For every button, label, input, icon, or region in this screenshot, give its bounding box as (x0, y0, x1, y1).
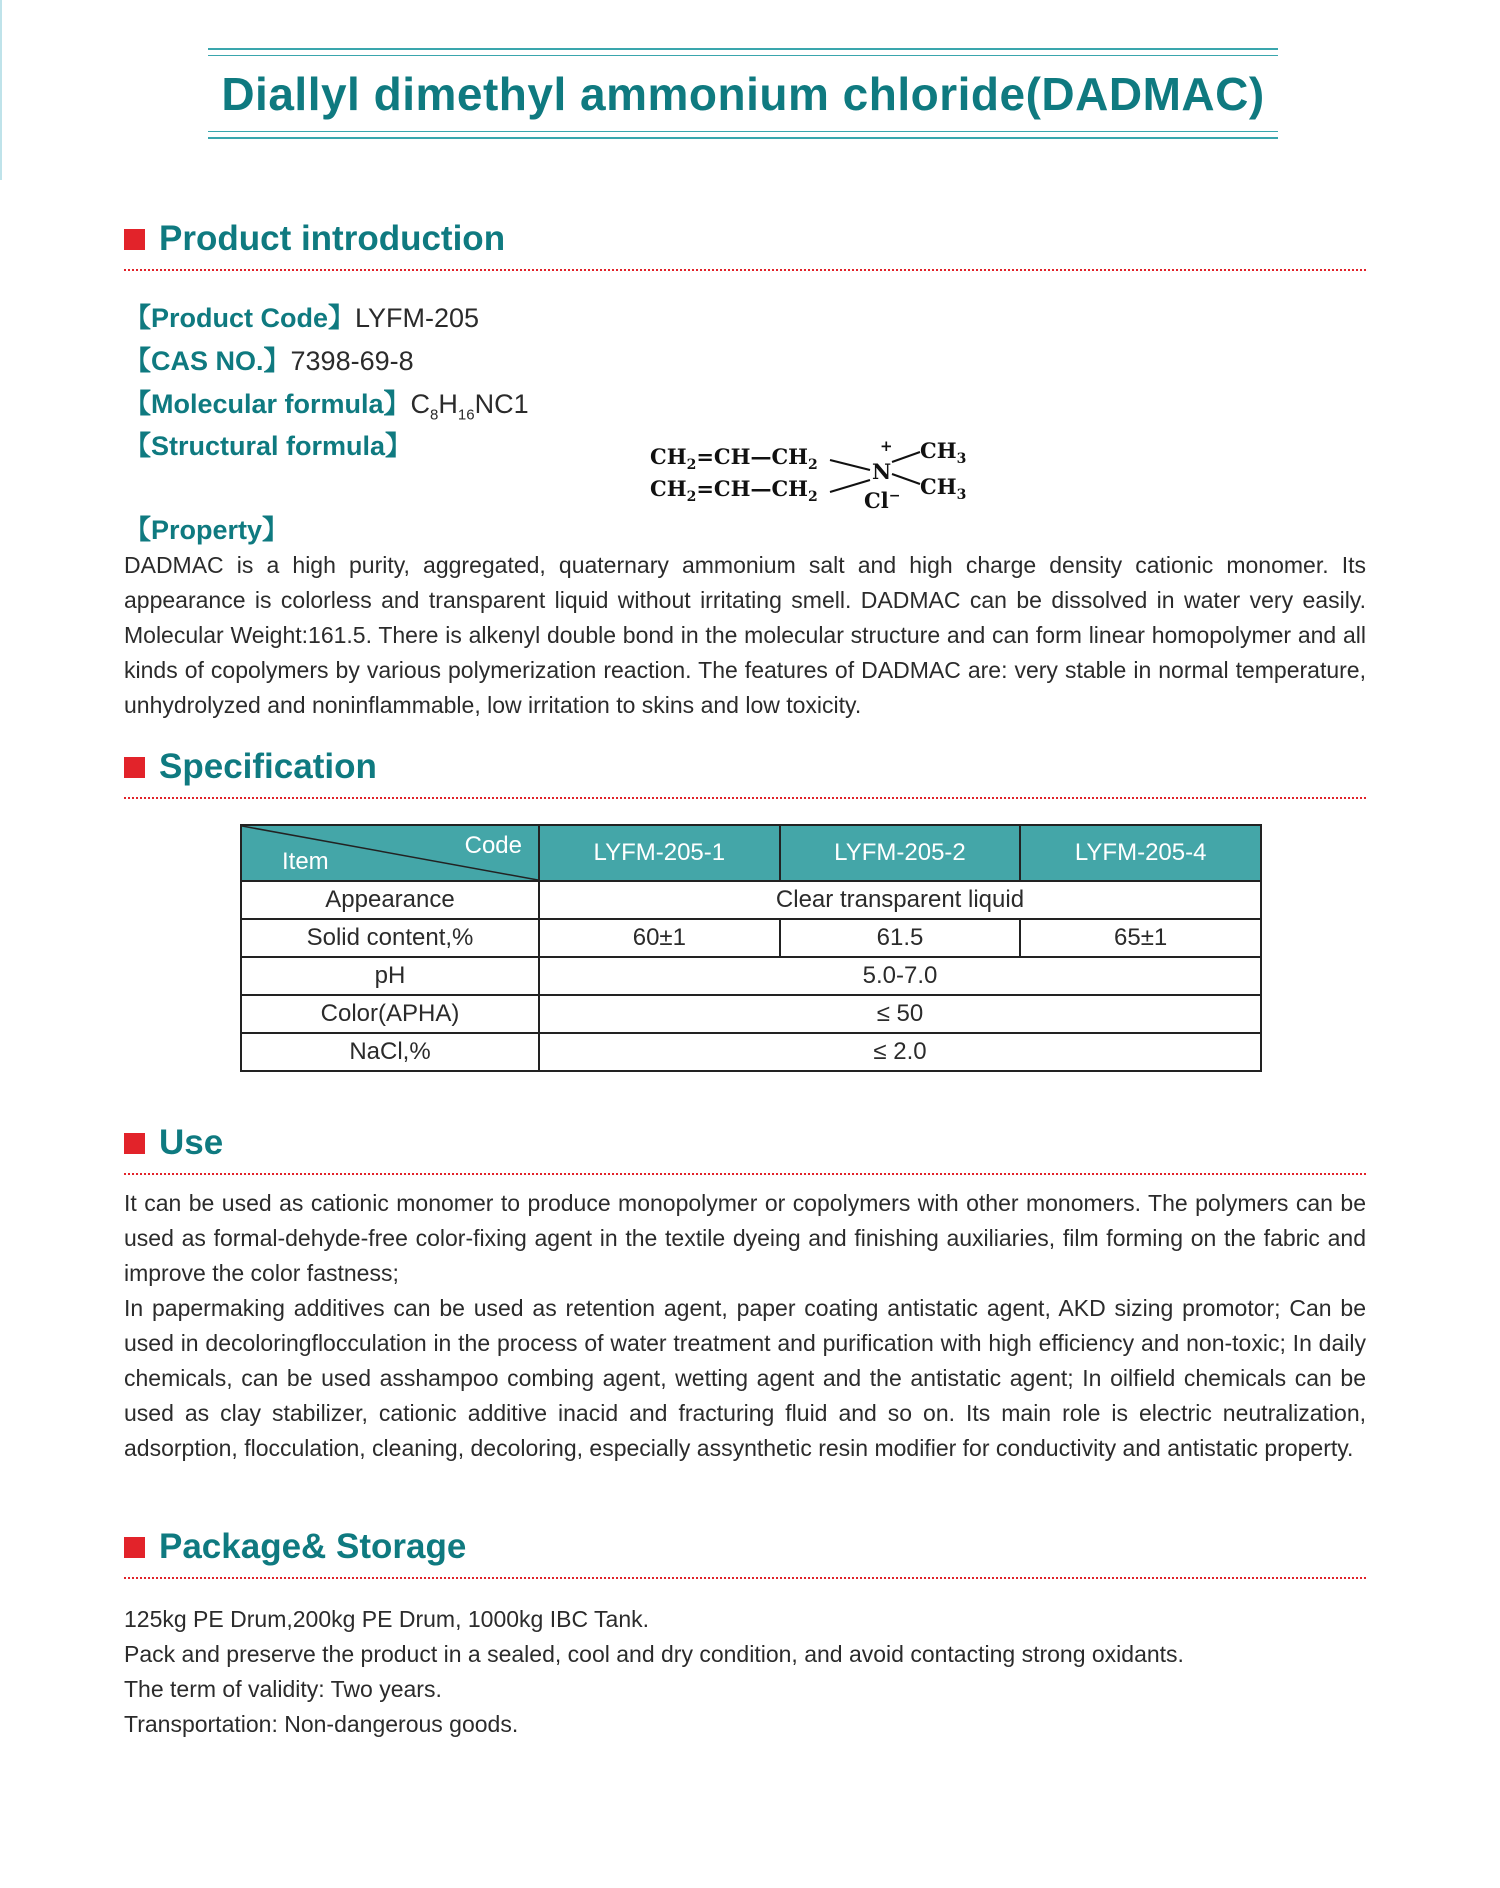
header-code-3: LYFM-205-4 (1020, 825, 1261, 881)
header-code-2: LYFM-205-2 (780, 825, 1021, 881)
formula-methyl-bottom: $CH_3$ (920, 474, 967, 504)
solid-value-2: 61.5 (780, 919, 1021, 957)
specification-table (240, 824, 1262, 1072)
table-header-row (241, 825, 1261, 881)
table-row (241, 995, 1261, 1033)
row-label-color: Color(APHA) (241, 995, 539, 1033)
product-code-line: 【Product Code】LYFM-205 (124, 303, 480, 333)
section-bullet-square (124, 229, 145, 250)
section-specification (124, 748, 1366, 799)
formula-chloride: Cl− (864, 488, 901, 513)
solid-value-1: 60±1 (539, 919, 780, 957)
formula-row-top: $CH_2=CH—CH_2$ (650, 444, 818, 474)
row-label-appearance: Appearance (241, 881, 539, 919)
property-line: 【Property】 (124, 515, 290, 545)
section-divider (124, 1173, 1366, 1175)
row-label-nacl: NaCl,% (241, 1033, 539, 1071)
title-rule-bottom (208, 137, 1278, 139)
table-header-item-code (241, 825, 539, 881)
structural-formula-label: Structural formula (151, 431, 386, 461)
property-label: Property (151, 515, 263, 545)
section-use (124, 1124, 1366, 1175)
formula-plus-charge: + (880, 437, 893, 455)
molecular-formula-label: Molecular formula (151, 389, 384, 419)
header-item-label: Item (282, 848, 329, 875)
header-code-label: Code (464, 832, 522, 859)
section-title: Product introduction (159, 219, 506, 258)
header-code-1: LYFM-205-1 (539, 825, 780, 881)
table-row (241, 881, 1261, 919)
product-code-value: LYFM-205 (355, 303, 480, 333)
package-line-3: The term of validity: Two years. (124, 1676, 442, 1702)
page-title: Diallyl dimethyl ammonium chloride(DADMAC) (221, 68, 1265, 120)
package-line-4: Transportation: Non-dangerous goods. (124, 1711, 519, 1737)
title-block (208, 48, 1278, 139)
section-product-introduction (124, 220, 1366, 271)
ph-value: 5.0-7.0 (539, 957, 1261, 995)
section-bullet-square (124, 757, 145, 778)
section-bullet-square (124, 1133, 145, 1154)
package-line-2: Pack and preserve the product in a sealed, cool and dry condition, and avoid contacting strong oxidants. (124, 1641, 1184, 1667)
section-package-storage (124, 1528, 1366, 1579)
row-label-solid-content: Solid content,% (241, 919, 539, 957)
row-label-ph: pH (241, 957, 539, 995)
table-row (241, 1033, 1261, 1071)
structural-formula-line: 【Structural formula】 (124, 431, 413, 461)
formula-methyl-top: $CH_3$ (920, 438, 967, 468)
formula-nitrogen: N (872, 459, 892, 484)
page-edge-line (0, 0, 2, 180)
title-rule-top-thin (208, 55, 1278, 56)
section-divider (124, 269, 1366, 271)
cas-label: CAS NO. (151, 346, 264, 376)
section-title: Specification (159, 747, 377, 786)
section-title: Use (159, 1123, 224, 1162)
section-divider (124, 797, 1366, 799)
appearance-value: Clear transparent liquid (539, 881, 1261, 919)
cas-line: 【CAS NO.】7398-69-8 (124, 346, 414, 376)
title-rule-top (208, 48, 1278, 50)
section-title: Package& Storage (159, 1527, 467, 1566)
cas-value: 7398-69-8 (290, 346, 414, 376)
molecular-formula-line: 【Molecular formula】$C_8H_{16}NC1$ (124, 389, 529, 424)
solid-value-3: 65±1 (1020, 919, 1261, 957)
use-paragraph-2: In papermaking additives can be used as retention agent, paper coating antistatic agent, AKD sizing promotor; Can be used in decoloringflocculation in the process of water treatment and purification with high efficiency and non-toxic; In daily chemicals, can be used asshampoo combing agent, wetting agent and the antistatic agent; In oilfield chemicals can be used as clay stabilizer, cationic additive inacid and fracturing fluid and so on. Its main role is electric neutralization, adsorption, flocculation, cleaning, decoloring, especially assynthetic resin modifier for conductivity and antistatic property. (124, 1295, 1366, 1461)
nacl-value: ≤ 2.0 (539, 1033, 1261, 1071)
product-code-label: Product Code (151, 303, 329, 333)
table-row (241, 919, 1261, 957)
section-bullet-square (124, 1537, 145, 1558)
formula-row-bottom: $CH_2=CH—CH_2$ (650, 476, 818, 506)
molecular-formula-value: $C_8H_{16}NC1$ (410, 389, 529, 424)
use-paragraph-1: It can be used as cationic monomer to produce monopolymer or copolymers with other monomers. The polymers can be used as formal-dehyde-free color-fixing agent in the textile dyeing and finishing auxiliaries, film forming on the fabric and improve the color fastness; (124, 1190, 1366, 1286)
table-row (241, 957, 1261, 995)
section-divider (124, 1577, 1366, 1579)
package-line-1: 125kg PE Drum,200kg PE Drum, 1000kg IBC Tank. (124, 1606, 650, 1632)
property-paragraph: DADMAC is a high purity, aggregated, quaternary ammonium salt and high charge density cationic monomer. Its appearance is colorless and transparent liquid without irritating smell. DADMAC can be dissolved in water very easily. Molecular Weight:161.5. There is alkenyl double bond in the molecular structure and can form linear homopolymer and all kinds of copolymers by various polymerization reaction. The features of DADMAC are: very stable in normal temperature, unhydrolyzed and noninflammable, low irritation to skins and low toxicity. (124, 552, 1366, 718)
color-value: ≤ 50 (539, 995, 1261, 1033)
title-rule-bottom-thin (208, 131, 1278, 132)
